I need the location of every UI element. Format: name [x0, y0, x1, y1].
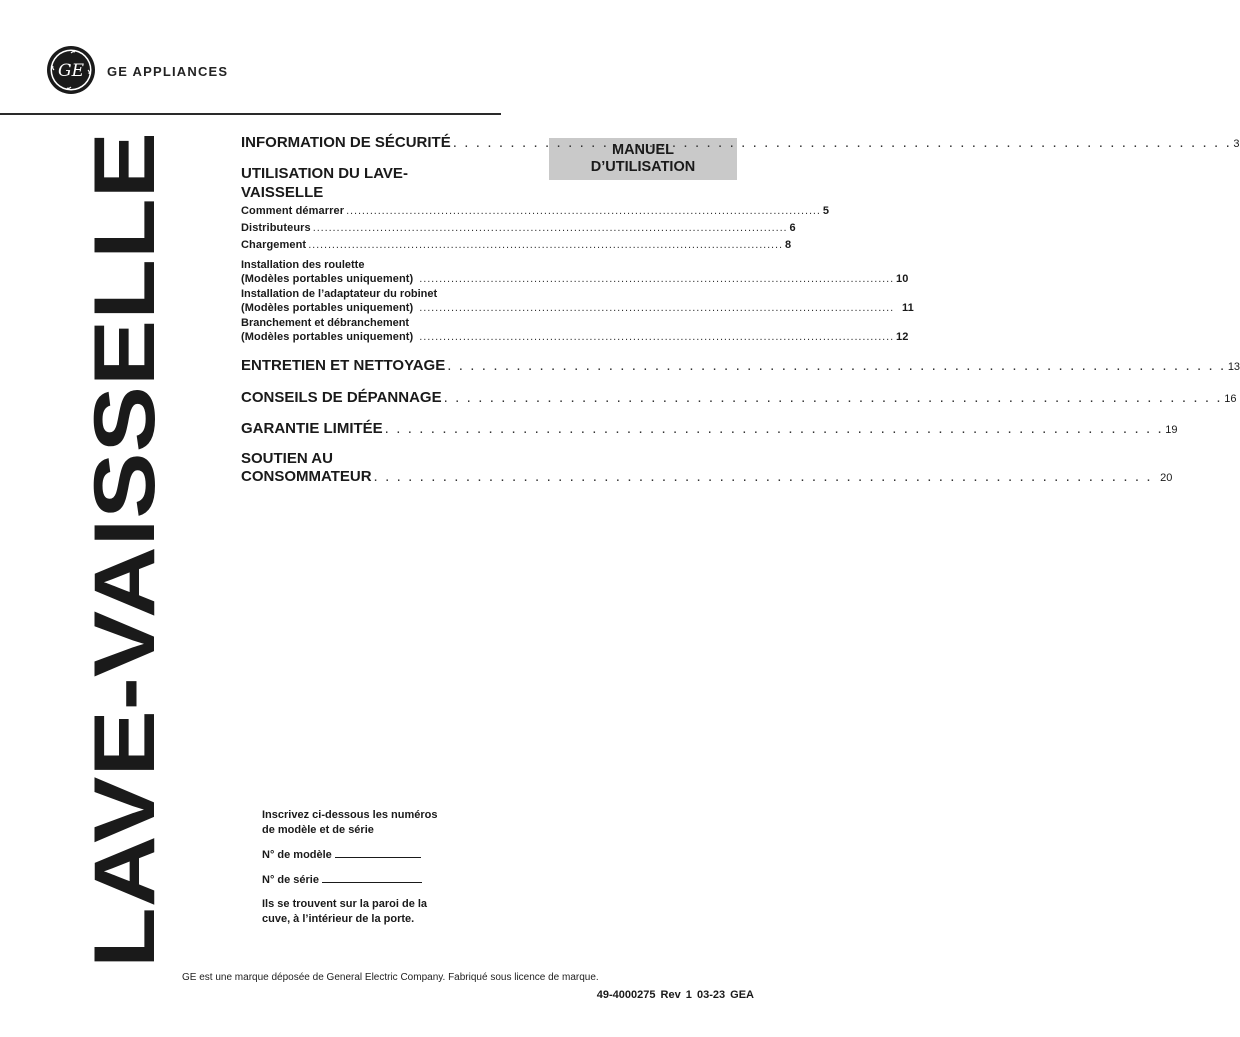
note-intro-line2: de modèle et de série	[262, 824, 374, 836]
toc-page-number: 8	[784, 239, 792, 251]
header-divider	[0, 113, 501, 115]
toc-entry-wheels[interactable]	[241, 258, 909, 285]
toc-entry-label: GARANTIE LIMITÉE	[241, 420, 383, 437]
note-intro	[262, 808, 482, 838]
toc-entry-label: Branchement et débranchement	[241, 317, 410, 329]
ge-logo	[46, 45, 96, 95]
manual-badge-line1: MANUEL	[611, 142, 675, 158]
toc-usage-items	[241, 205, 914, 343]
brand-name: GE APPLIANCES	[107, 64, 229, 79]
toc-page-number: 3	[1233, 138, 1240, 150]
toc-entry-connection[interactable]	[241, 316, 909, 343]
toc-entry-support[interactable]	[241, 449, 1173, 485]
toc-entry-care[interactable]	[241, 357, 1240, 378]
serial-number-label: N° de série	[262, 874, 319, 886]
toc-page-number: 19	[1165, 424, 1178, 436]
note-location-line1: Ils se trouvent sur la paroi de la	[262, 898, 428, 910]
toc-leader	[385, 420, 1164, 437]
toc-page-number: 12	[896, 331, 909, 343]
toc-entry-label: INFORMATION DE SÉCURITÉ	[241, 134, 451, 151]
note-location-line2: cuve, à l’intérieur de la porte.	[262, 913, 415, 925]
toc-leader	[444, 389, 1223, 406]
toc-entry-loading[interactable]	[241, 239, 792, 256]
manual-badge-line2: D’UTILISATION	[590, 159, 696, 175]
toc-section-title-cont: VAISSELLE	[241, 184, 324, 201]
toc-entry-label: Distributeurs	[241, 222, 311, 234]
toc-entry-label: Chargement	[241, 239, 307, 251]
toc-entry-row	[241, 468, 1173, 485]
document-number: 49-4000275 Rev 1 03-23 GEA	[596, 989, 754, 1001]
document-title	[77, 130, 173, 970]
trademark-notice: GE est une marque déposée de General Electric Company. Fabriqué sous licence de marque.	[182, 972, 599, 983]
toc-entry-label-cont: CONSOMMATEUR	[241, 468, 372, 485]
toc-page-number: 10	[896, 273, 909, 285]
toc-leader	[374, 468, 1153, 485]
toc-leader	[308, 239, 783, 251]
toc-entry-label: CONSEILS DE DÉPANNAGE	[241, 389, 442, 406]
toc-page-number: 16	[1224, 393, 1237, 405]
toc-entry-label: SOUTIEN AU	[241, 450, 333, 467]
toc-entry-label: Installation de l’adaptateur du robinet	[241, 288, 438, 300]
toc-page-number: 5	[822, 205, 830, 217]
toc-page-number: 11	[902, 302, 914, 314]
toc-entry-row	[241, 273, 909, 285]
toc-leader	[447, 357, 1226, 374]
toc-leader	[419, 302, 894, 314]
model-number-label: N° de modèle	[262, 849, 332, 861]
svg-text:GE: GE	[58, 61, 84, 81]
toc-section-usage	[241, 164, 503, 202]
toc-entry-label-cont: (Modèles portables uniquement)	[241, 302, 414, 314]
toc-leader	[313, 222, 788, 234]
model-serial-note	[262, 808, 482, 936]
toc-entry-row	[241, 302, 914, 314]
toc-leader	[419, 273, 894, 285]
toc-entry-troubleshooting[interactable]	[241, 389, 1237, 410]
toc-entry-faucet-adapter[interactable]	[241, 287, 914, 314]
toc-entry-label-cont: (Modèles portables uniquement)	[241, 273, 414, 285]
toc-section-title: UTILISATION DU LAVE-	[241, 165, 408, 182]
toc-leader	[346, 205, 821, 217]
toc-entry-row	[241, 331, 909, 343]
toc-page-number: 13	[1227, 361, 1240, 373]
svg-text:LAVE-VAISSELLE: LAVE-VAISSELLE	[77, 244, 173, 968]
model-number-field	[262, 847, 482, 863]
toc-page-number: 20	[1160, 472, 1173, 484]
serial-number-field	[262, 872, 482, 888]
note-intro-line1: Inscrivez ci-dessous les numéros	[262, 809, 438, 821]
serial-number-blank	[322, 872, 422, 883]
toc-entry-warranty[interactable]	[241, 420, 1178, 441]
toc-entry-label: ENTRETIEN ET NETTOYAGE	[241, 357, 446, 374]
toc-page-number: 6	[789, 222, 796, 234]
toc-leader	[453, 134, 1232, 151]
model-number-blank	[335, 847, 421, 858]
toc-entry-label-cont: (Modèles portables uniquement)	[241, 331, 414, 343]
toc-entry-dispensers[interactable]	[241, 222, 796, 239]
toc-entry-label: Installation des roulette	[241, 259, 365, 271]
toc-leader	[419, 331, 894, 343]
toc-entry-start[interactable]	[241, 205, 830, 222]
note-location	[262, 897, 482, 927]
toc-entry-label: Comment démarrer	[241, 205, 345, 217]
